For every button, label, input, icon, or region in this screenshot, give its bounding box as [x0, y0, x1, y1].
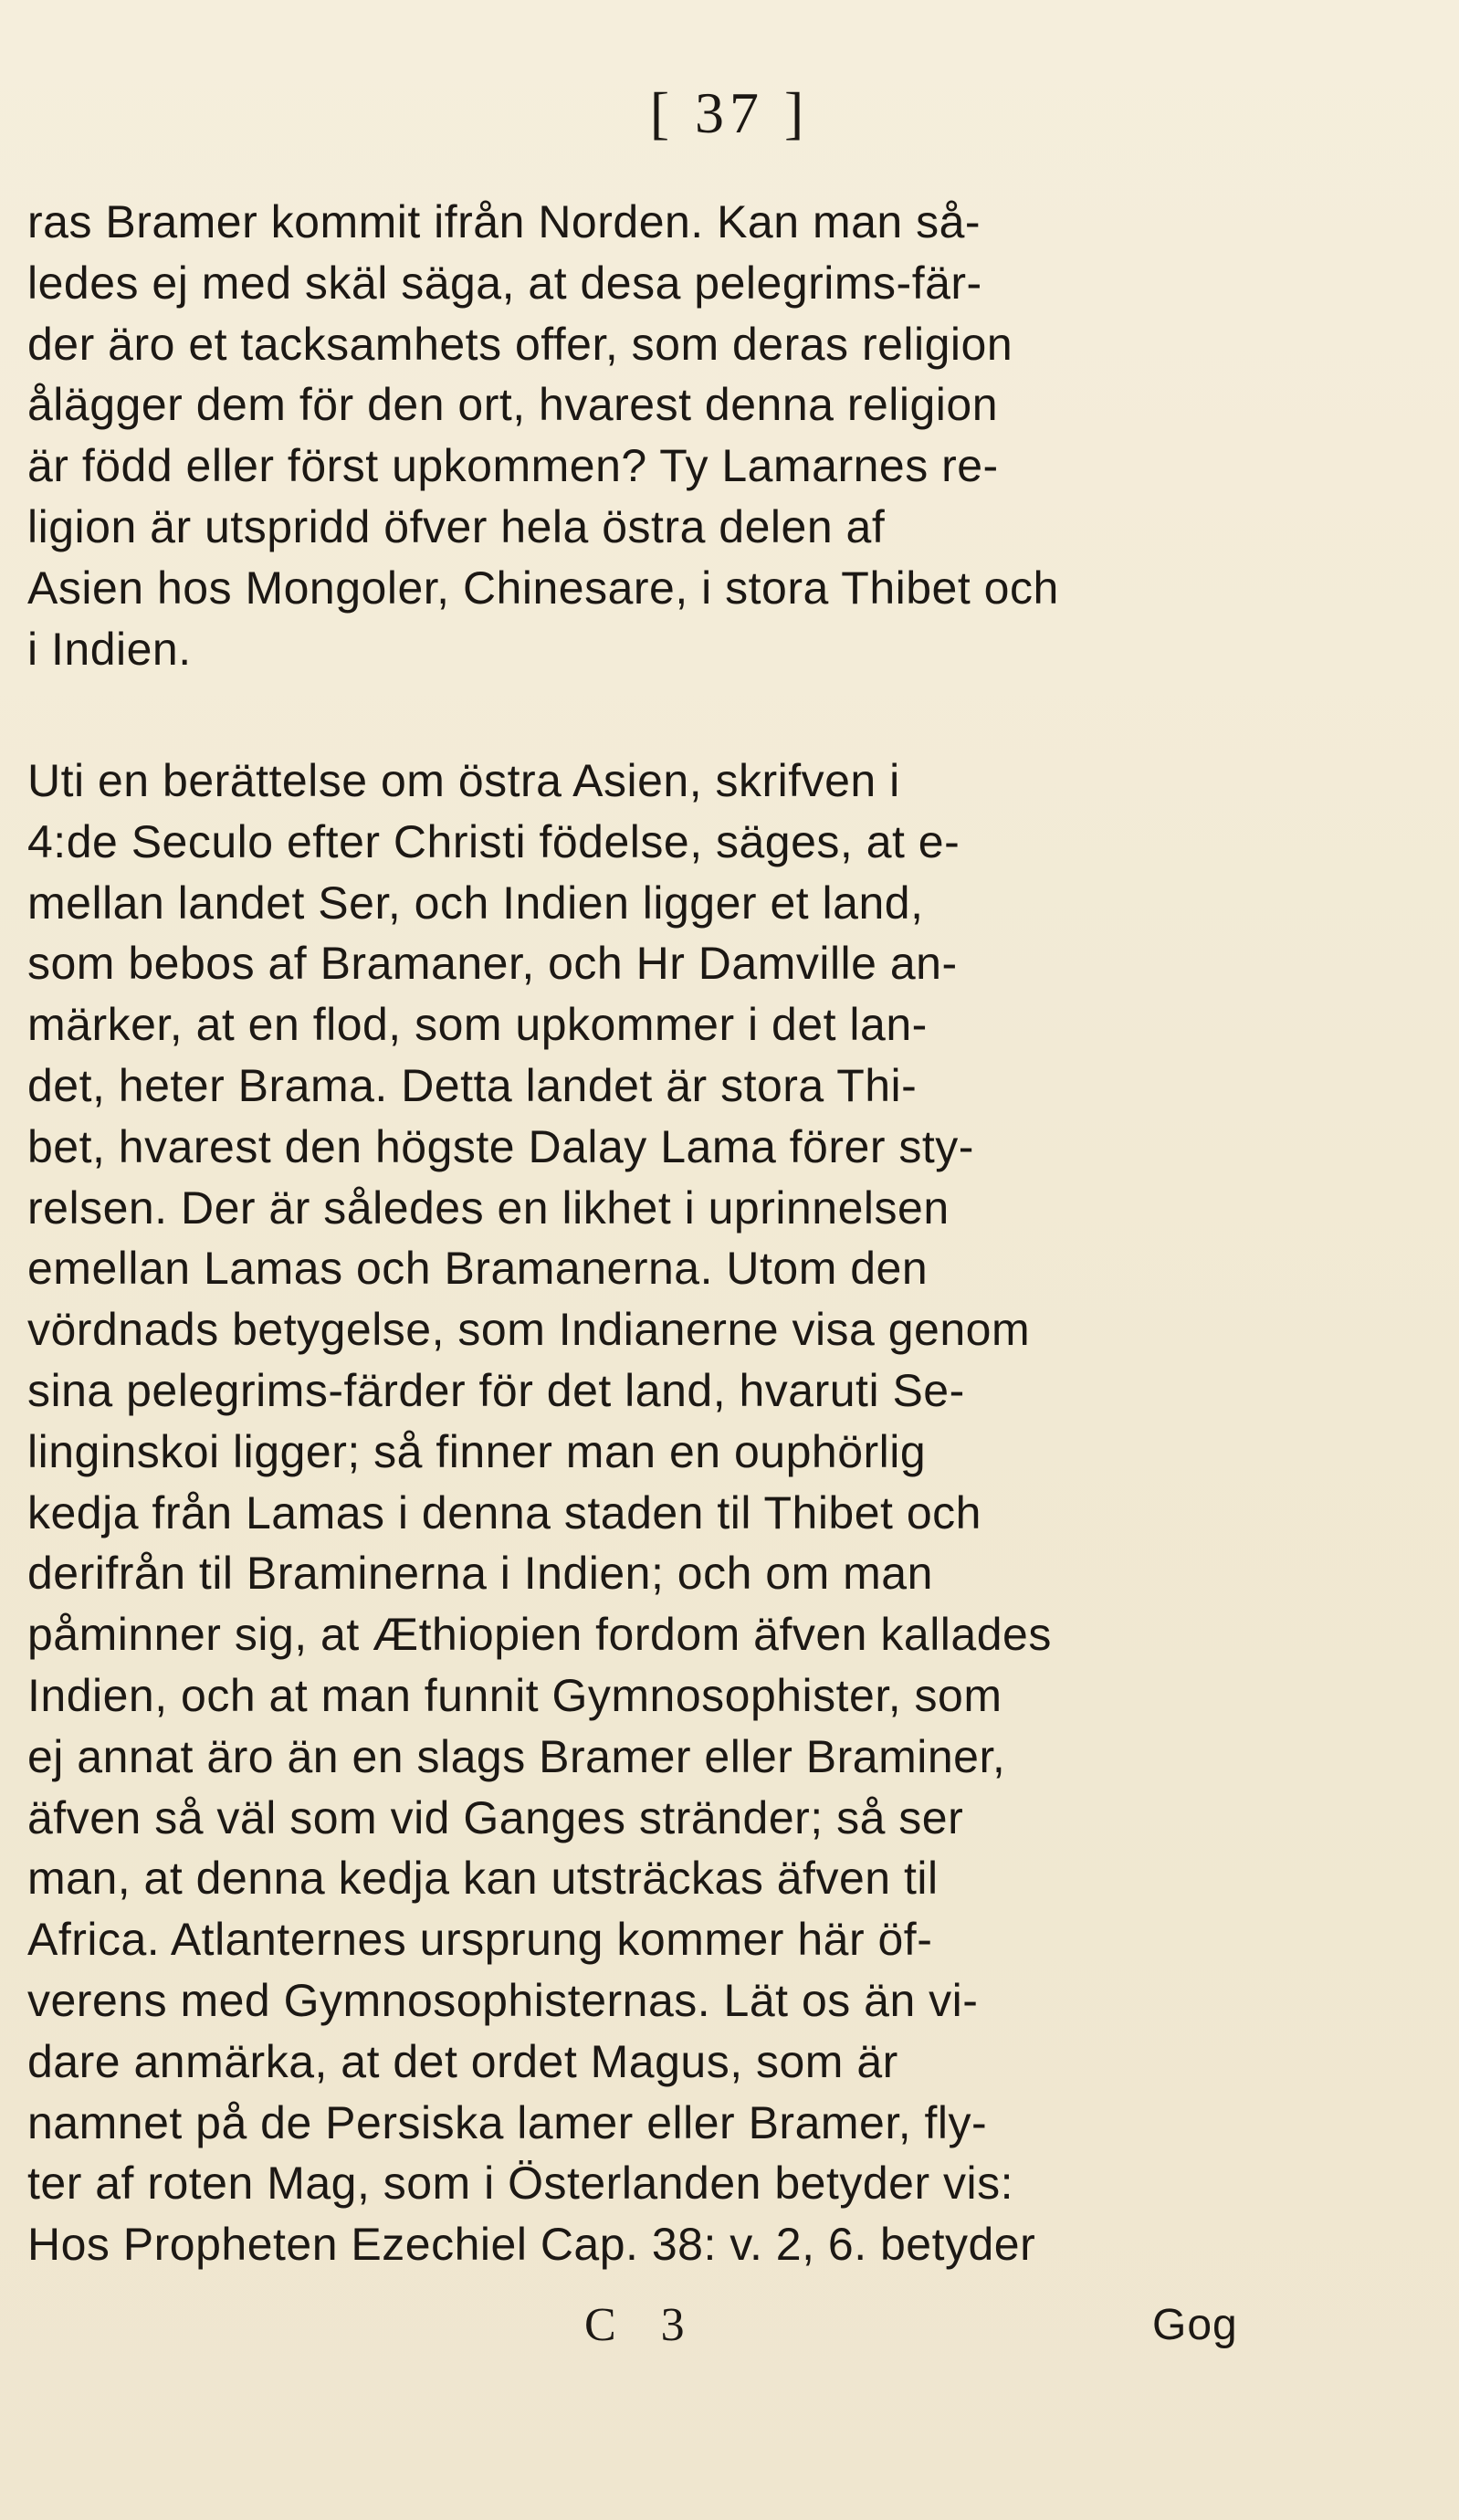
text-line: märker, at en flod, som upkommer i det lan- [27, 999, 928, 1051]
text-line: äfven så väl som vid Ganges stränder; så ser [27, 1791, 964, 1843]
text-line: Uti en berättelse om östra Asien, skrifven i [27, 755, 900, 806]
text-line: man, at denna kedja kan utsträckas äfven til [27, 1853, 939, 1905]
catchword: Gog [1152, 2301, 1238, 2349]
text-line: 4:de Seculo efter Christi födelse, säges, at e- [27, 815, 960, 867]
paragraph-1 [27, 192, 1269, 679]
text-line: påminner sig, at Æthiopien fordom äfven kallades [27, 1609, 1052, 1661]
text-line: är född eller först upkommen? Ty Lamarnes re- [27, 440, 999, 492]
text-line: som bebos af Bramaner, och Hr Damville an- [27, 938, 958, 990]
page-footer [0, 2294, 1459, 2357]
text-line: ej annat äro än en slags Bramer eller Braminer, [27, 1730, 1006, 1782]
text-line: ter af roten Mag, som i Österlanden betyder vis: [27, 2158, 1014, 2210]
text-line: dare anmärka, at det ordet Magus, som är [27, 2035, 898, 2087]
text-line: namnet på de Persiska lamer eller Bramer, fly- [27, 2096, 988, 2148]
text-line: mellan landet Ser, och Indien ligger et land, [27, 877, 924, 929]
text-line: kedja från Lamas i denna staden til Thibet och [27, 1486, 981, 1538]
page-number-header: [ 37 ] [649, 80, 810, 145]
paragraph-2 [27, 751, 1269, 2275]
text-line: det, heter Brama. Detta landet är stora Thi- [27, 1059, 918, 1111]
text-line: vördnads betygelse, som Indianerne visa genom [27, 1304, 1031, 1356]
text-line: Asien hos Mongoler, Chinesare, i stora Thibet och [27, 562, 1059, 614]
text-line: Hos Propheten Ezechiel Cap. 38: v. 2, 6. betyder [27, 2219, 1036, 2271]
text-line: Indien, och at man funnit Gymnosophister, som [27, 1669, 1002, 1721]
text-line: der äro et tacksamhets offer, som deras religion [27, 318, 1013, 370]
text-line: derifrån til Braminerna i Indien; och om man [27, 1548, 933, 1600]
text-line: Africa. Atlanternes ursprung kommer här öf- [27, 1914, 933, 1966]
text-line: sina pelegrims-färder för det land, hvaruti Se- [27, 1364, 965, 1416]
text-line: emellan Lamas och Bramanerna. Utom den [27, 1243, 929, 1295]
text-line: ålägger dem för den ort, hvarest denna religion [27, 379, 999, 431]
text-line: linginskoi ligger; så finner man en ouphörlig [27, 1425, 927, 1477]
text-line: bet, hvarest den högste Dalay Lama förer sty- [27, 1120, 974, 1172]
text-line: relsen. Der är således en likhet i uprinnelsen [27, 1181, 950, 1234]
text-line: ledes ej med skäl säga, at desa pelegrims-fär- [27, 257, 982, 309]
text-line: ras Bramer kommit ifrån Norden. Kan man så- [27, 196, 981, 247]
text-line: i Indien. [27, 623, 192, 675]
text-line: verens med Gymnosophisternas. Lät os än vi- [27, 1974, 979, 2026]
signature-mark: C 3 [584, 2299, 701, 2351]
text-line: ligion är utspridd öfver hela östra delen af [27, 500, 886, 552]
